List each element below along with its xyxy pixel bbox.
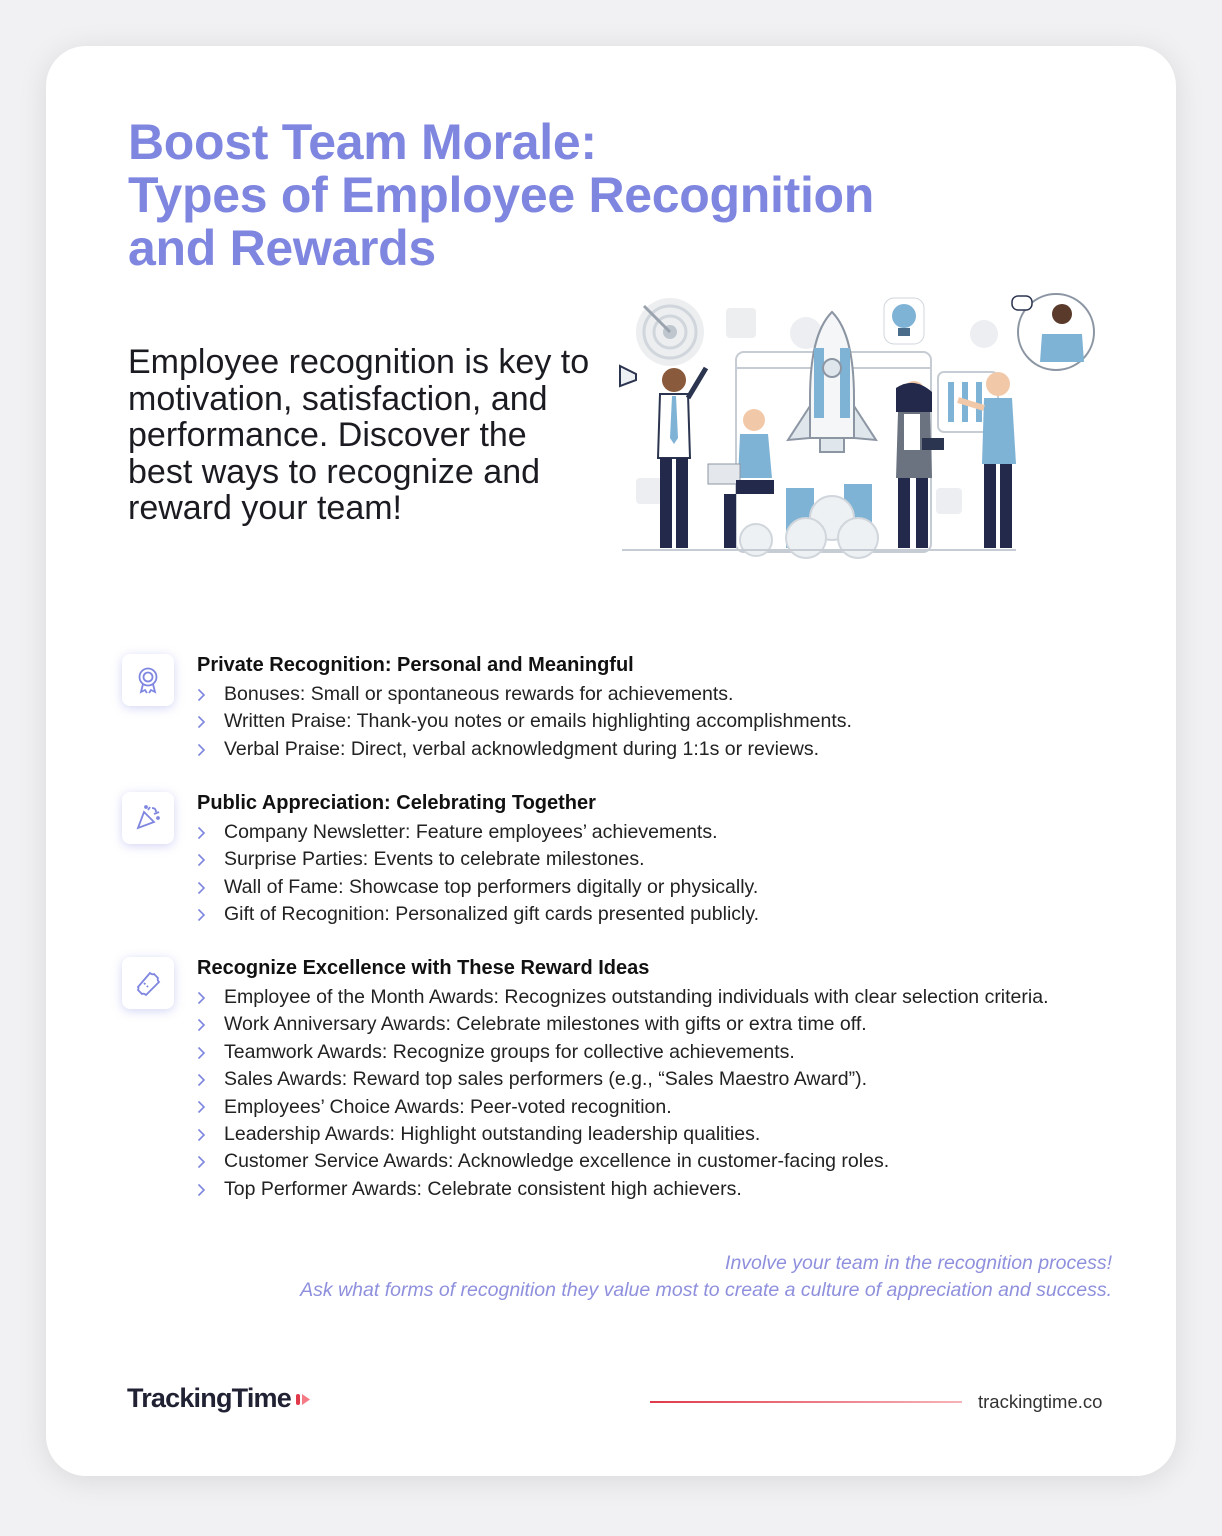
megaphone-icon xyxy=(620,366,636,386)
lightbulb-icon xyxy=(884,298,924,344)
chevron-right-icon xyxy=(197,853,224,867)
chevron-right-icon xyxy=(197,1183,224,1197)
chevron-right-icon xyxy=(197,688,224,702)
section-heading: Private Recognition: Personal and Meaningful xyxy=(197,654,634,676)
chevron-right-icon xyxy=(197,715,224,729)
section-list xyxy=(197,819,759,929)
chevron-right-icon xyxy=(197,1128,224,1142)
list-item xyxy=(197,736,852,763)
list-item xyxy=(197,1094,1049,1121)
puzzle-piece-icon xyxy=(636,478,662,504)
award-ribbon-icon xyxy=(122,654,174,706)
chevron-right-icon xyxy=(197,826,224,840)
list-item-text: Employees’ Choice Awards: Peer-voted recognition. xyxy=(224,1095,672,1118)
list-item-text: Customer Service Awards: Acknowledge excellence in customer-facing roles. xyxy=(224,1150,890,1173)
party-popper-icon xyxy=(122,792,174,844)
list-item xyxy=(197,901,759,928)
list-item xyxy=(197,874,759,901)
page-title xyxy=(128,116,874,275)
list-item-text: Gift of Recognition: Personalized gift cards presented publicly. xyxy=(224,903,760,926)
title-line: Types of Employee Recognition xyxy=(128,167,875,223)
chat-bubble-icon xyxy=(1012,296,1032,310)
laptop-icon xyxy=(708,464,740,484)
footnote-line: Involve your team in the recognition process! xyxy=(725,1252,1112,1274)
section-list xyxy=(197,984,1049,1203)
chevron-right-icon xyxy=(197,1046,224,1060)
footnote xyxy=(300,1250,1112,1304)
chevron-right-icon xyxy=(197,1073,224,1087)
list-item-text: Leadership Awards: Highlight outstanding leadership qualities. xyxy=(224,1123,761,1146)
puzzle-piece-icon xyxy=(726,308,756,338)
chevron-right-icon xyxy=(197,881,224,895)
list-item xyxy=(197,1066,1049,1093)
list-item-text: Bonuses: Small or spontaneous rewards for achievements. xyxy=(224,683,734,705)
list-item-text: Employee of the Month Awards: Recognizes outstanding individuals with clear selection criteria. xyxy=(224,986,1049,1008)
list-item-text: Verbal Praise: Direct, verbal acknowledgment during 1:1s or reviews. xyxy=(224,737,820,760)
list-item xyxy=(197,1148,1049,1175)
website-link[interactable]: trackingtime.co xyxy=(978,1391,1103,1412)
list-item xyxy=(197,846,759,873)
section-list xyxy=(197,681,852,763)
gear-icon xyxy=(970,320,998,348)
team-rocket-illustration xyxy=(596,288,1116,568)
list-item-text: Company Newsletter: Feature employees’ achievements. xyxy=(224,821,718,843)
tablet-icon xyxy=(922,438,944,450)
list-item-text: Top Performer Awards: Celebrate consistent high achievers. xyxy=(224,1177,742,1200)
trackingtime-logo xyxy=(127,1383,311,1414)
section-heading: Public Appreciation: Celebrating Together xyxy=(197,792,596,814)
title-line: and Rewards xyxy=(128,220,436,276)
title-line: Boost Team Morale: xyxy=(128,114,597,170)
list-item xyxy=(197,708,852,735)
chevron-right-icon xyxy=(197,991,224,1005)
intro-text: Employee recognition is key to motivation, satisfaction, and performance. Discover the best ways to recognize and reward your team! xyxy=(128,343,590,527)
list-item xyxy=(197,1176,1049,1203)
footnote-line: Ask what forms of recognition they value most to create a culture of appreciation and success. xyxy=(300,1279,1112,1301)
list-item xyxy=(197,984,1049,1011)
list-item-text: Teamwork Awards: Recognize groups for collective achievements. xyxy=(224,1040,795,1063)
chevron-right-icon xyxy=(197,908,224,922)
video-call-bubble xyxy=(1012,294,1094,370)
logo-text: TrackingTime xyxy=(127,1383,291,1413)
chevron-right-icon xyxy=(197,1100,224,1114)
puzzle-piece-icon xyxy=(936,488,962,514)
list-item-text: Sales Awards: Reward top sales performers (e.g., “Sales Maestro Award”). xyxy=(224,1068,868,1091)
logo-mark-icon xyxy=(295,1391,311,1407)
chevron-right-icon xyxy=(197,1018,224,1032)
chevron-right-icon xyxy=(197,743,224,757)
person-megaphone xyxy=(620,366,706,548)
list-item xyxy=(197,1011,1049,1038)
list-item xyxy=(197,1121,1049,1148)
list-item-text: Work Anniversary Awards: Celebrate milestones with gifts or extra time off. xyxy=(224,1013,867,1036)
list-item-text: Wall of Fame: Showcase top performers digitally or physically. xyxy=(224,875,759,898)
list-item xyxy=(197,681,852,708)
ticket-icon xyxy=(122,957,174,1009)
chevron-right-icon xyxy=(197,1155,224,1169)
list-item xyxy=(197,1039,1049,1066)
footer-divider xyxy=(650,1401,962,1403)
list-item xyxy=(197,819,759,846)
list-item-text: Surprise Parties: Events to celebrate milestones. xyxy=(224,848,645,871)
list-item-text: Written Praise: Thank-you notes or emails highlighting accomplishments. xyxy=(224,710,852,733)
section-heading: Recognize Excellence with These Reward Ideas xyxy=(197,957,650,979)
person-tablet xyxy=(896,381,944,548)
